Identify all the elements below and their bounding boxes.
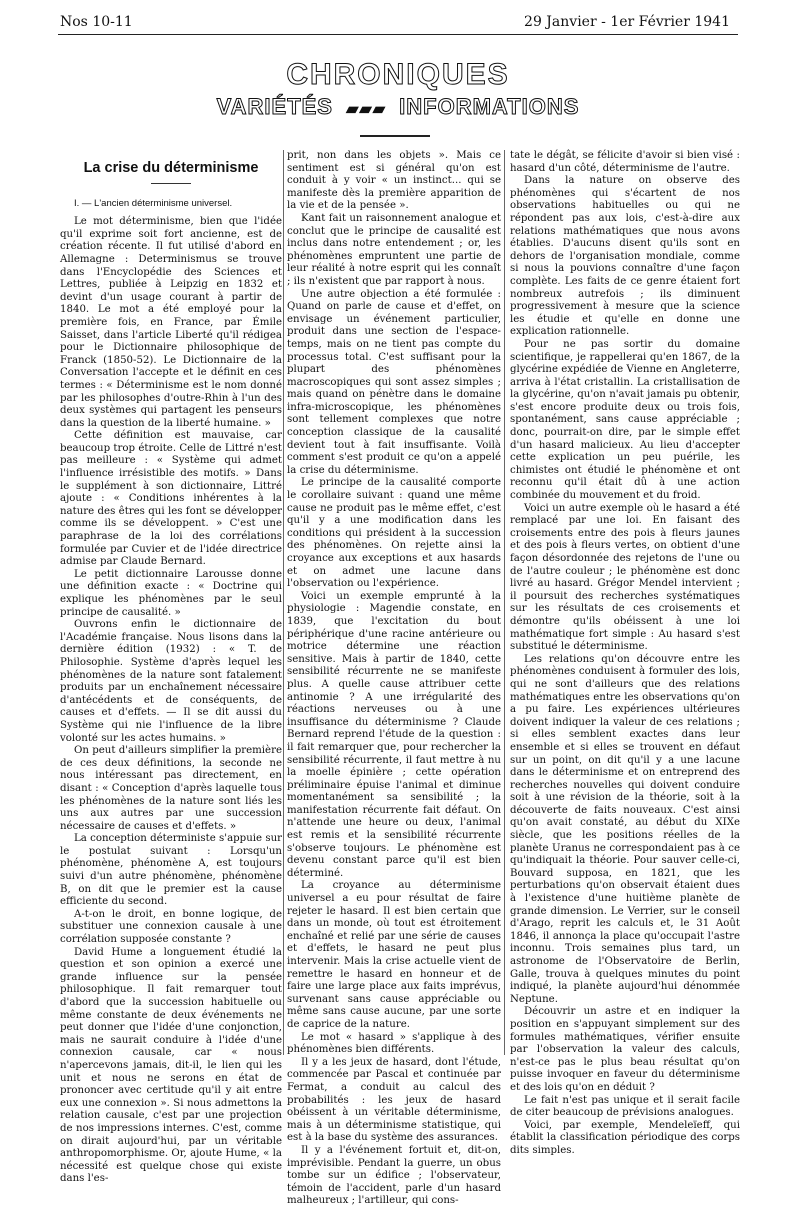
paragraph: La croyance au déterminisme universel a eu pour résultat de faire rejeter le hasard. Il est bien certain que dans un monde, où tout est étroitement enchaîné et relié par une série de causes et d'effets, le hasard ne peut plus intervenir. Mais la crise actuelle vient de remettre le hasard en honneur et de faire une large place aux faits imprévus, survenant sans cause appréciable ou même sans cause aucune, par une sorte de caprice de la nature.	[287, 880, 501, 1030]
title-rule	[151, 183, 191, 184]
paragraph: Cette définition est mauvaise, car beaucoup trop étroite. Celle de Littré n'est pas meilleure : « Système qui admet l'influence irrésistible des motifs. » Dans le supplément à son dictionnaire, Littré ajoute : « Conditions inhérentes à la nature des êtres qui les font se développer comme ils se développent. » C'est une paraphrase de la loi des corrélations formulée par Cuvier et de l'idée directrice admise par Claude Bernard.	[60, 430, 282, 568]
article-body	[0, 150, 800, 1207]
paragraph: Dans la nature on observe des phénomènes qui s'écartent de nos observations habituelles ou qui ne répondent pas aux lois, c'est-à-dire aux relations mathématiques que nous avons établies. D'aucuns disent qu'ils sont en dehors de l'organisation mondiale, comme si nous la pouvions connaître d'une façon complète. Les faits de ce genre étaient fort nombreux autrefois ; ils diminuent progressivement à mesure que la science les étudie et qu'elle en donne une explication rationnelle.	[510, 175, 740, 338]
section-heading: I. — L'ancien déterminisme universel.	[74, 197, 233, 209]
paragraph: Voici un exemple emprunté à la physiologie : Magendie constate, en 1839, que l'excitation du bout périphérique d'une racine antérieure ou motrice détermine une réaction sensitive. Mais à partir de 1840, cette sensibilité récurrente ne se manifeste plus. A quelle cause attribuer cette antinomie ? A une irrégularité des réactions nerveuses ou à une insuffisance du déterminisme ? Claude Bernard reprend l'étude de la question : il fait remarquer que, pour rechercher la sensibilité récurrente, il faut mettre à nu la moelle épinière ; cette opération préliminaire épuise l'animal et diminue momentanément sa sensibilité ; la manifestation récurrente fait défaut. On n'attende une heure ou deux, l'animal est remis et la sensibilité récurrente s'observe toujours. Le phénomène est devenu constant parce qu'il est bien déterminé.	[287, 590, 501, 879]
paragraph: Découvrir un astre et en indiquer la position en s'appuyant simplement sur des formules mathématiques, vérifier ensuite par l'observation la valeur des calculs, n'est-ce pas le plus beau résultat qu'on puisse invoquer en faveur du déterminisme et des lois qu'on en déduit ?	[510, 1006, 740, 1093]
paragraph: Le petit dictionnaire Larousse donne une définition exacte : « Doctrine qui explique les phénomènes par le seul principe de causalité. »	[60, 568, 282, 618]
masthead-right: INFORMATIONS	[399, 94, 580, 119]
masthead-rule	[360, 135, 430, 137]
issue-date: 29 Janvier - 1er Février 1941	[524, 14, 730, 30]
column-2	[287, 150, 501, 1207]
issue-number: Nos 10-11	[60, 14, 133, 30]
masthead	[58, 58, 738, 120]
paragraph: Pour ne pas sortir du domaine scientifique, je rappellerai qu'en 1867, de la glycérine expédiée de Vienne en Angleterre, arriva à l'état cristallin. La cristallisation de la glycérine, qu'on n'avait jamais pu obtenir, s'est encore produite deux ou trois fois, spontanément, sans cause appréciable ; donc, pourrait-on dire, par le simple effet d'un hasard malicieux. Au lieu d'accepter cette explication un peu puérile, les chimistes ont étudié le phénomène et ont reconnu qu'il était dû à une action combinée du mouvement et du froid.	[510, 338, 740, 502]
masthead-title: CHRONIQUES	[286, 58, 510, 91]
paragraph: Le mot « hasard » s'applique à des phénomènes bien différents.	[287, 1031, 501, 1056]
header-rule	[58, 34, 738, 35]
column-1	[60, 150, 282, 1185]
paragraph: A-t-on le droit, en bonne logique, de substituer une connexion causale à une corrélation supposée constante ?	[60, 908, 282, 946]
paragraph: Il y a les jeux de hasard, dont l'étude, commencée par Pascal et continuée par Fermat, a conduit au calcul des probabilités : les jeux de hasard obéissent à un véritable déterminisme, mais à un déterminisme statistique, qui est à la base du système des assurances.	[287, 1056, 501, 1144]
masthead-left: VARIÉTÉS	[216, 94, 333, 119]
column-3	[510, 150, 740, 1156]
paragraph: Les relations qu'on découvre entre les phénomènes conduisent à formuler des lois, qui ne sont d'ailleurs que des relations mathématiques entre les observations qu'on a pu faire. Les expériences ultérieures doivent indiquer la valeur de ces relations ; si elles semblent exactes dans leur ensemble et si elles se trouvent en défaut sur un point, on dit qu'il y a une lacune dans le déterminisme et on entreprend des recherches nouvelles qui doivent conduire soit à une révision de la théorie, soit à la découverte de faits nouveaux. C'est ainsi qu'on avait constaté, au début du XIXe siècle, que les positions réelles de la planète Uranus ne correspondaient pas à ce qu'indiquait la théorie. Pour sauver celle-ci, Bouvard supposa, en 1821, que les perturbations qu'on observait étaient dues à l'existence d'une huitième planète de grande dimension. Le Verrier, sur le conseil d'Arago, reprit les calculs et, le 31 Août 1846, il annonça la place qu'occupait l'astre inconnu. Trois semaines plus tard, un astronome de l'Observatoire de Berlin, Galle, trouva à quelques minutes du point indiqué, la planète aujourd'hui dénommée Neptune.	[510, 653, 740, 1005]
paragraph: Le fait n'est pas unique et il serait facile de citer beaucoup de prévisions analogues.	[510, 1094, 740, 1119]
paragraph: Une autre objection a été formulée : Quand on parle de cause et d'effet, on envisage un événement particulier, produit dans une section de l'espace-temps, mais on ne tient pas compte du processus total. C'est suffisant pour la plupart des phénomènes macroscopiques qui sont assez simples ; mais quand on pénètre dans le domaine infra-microscopique, les phénomènes sont tellement complexes que notre conception classique de la causalité devient tout à fait insuffisante. Voilà comment s'est produit ce qu'on a appelé la crise du déterminisme.	[287, 288, 501, 476]
paragraph: Voici un autre exemple où le hasard a été remplacé par une loi. En faisant des croisements entre des pois à fleurs jaunes et des pois à fleurs vertes, on obtient d'une façon désordonnée des rejetons de l'une ou de l'autre couleur ; le phénomène est donc livré au hasard. Grégor Mendel intervient ; il poursuit des recherches systématiques sur les résultats de ces croisements et démontre qu'ils obéissent à une loi mathématique fort simple : Au hasard s'est substitué le déterminisme.	[510, 502, 740, 653]
paragraph: Kant fait un raisonnement analogue et conclut que le principe de causalité est inclus dans notre entendement ; or, les phénomènes empruntent une partie de leur réalité à notre esprit qui les connaît ; ils n'existent que par rapport à nous.	[287, 212, 501, 287]
article-title: La crise du déterminisme	[83, 160, 259, 176]
paragraph: Voici, par exemple, Mendeleïeff, qui établit la classification périodique des corps dits simples.	[510, 1119, 740, 1156]
paragraph: Le principe de la causalité comporte le corollaire suivant : quand une même cause ne produit pas le même effet, c'est qu'il y a une modification dans les conditions qui président à la succession des phénomènes. On rejette ainsi la croyance aux exceptions et aux hasards et on admet une lacune dans l'observation ou l'expérience.	[287, 477, 501, 590]
masthead-subtitle	[58, 94, 738, 120]
paragraph: prit, non dans les objets ». Mais ce sentiment est si général qu'on est conduit à y voir « un instinct... qui se manifeste dès la première apparition de la vie et de la pensée ».	[287, 150, 501, 212]
paragraph: Ouvrons enfin le dictionnaire de l'Académie française. Nous lisons dans la dernière édition (1932) : « T. de Philosophie. Système d'après lequel les phénomènes de la nature sont fatalement produits par un enchaînement nécessaire d'antécédents et de conséquents, de causes et d'effets. — Il se dit aussi du Système qui nie l'influence de la libre volonté sur les actes humains. »	[60, 619, 282, 744]
paragraph: Il y a l'événement fortuit et, dit-on, imprévisible. Pendant la guerre, un obus tombe sur un édifice ; l'observateur, témoin de l'accident, parle d'un hasard malheureux ; l'artilleur, qui cons-	[287, 1144, 501, 1207]
paragraph: tate le dégât, se félicite d'avoir si bien visé : hasard d'un côté, déterminisme de l'autre.	[510, 150, 740, 174]
paragraph: David Hume a longuement étudié la question et son opinion a exercé une grande influence sur la pensée philosophique. Il fait remarquer tout d'abord que la succession habituelle ou même constante de deux événements ne peut donner que l'idée d'une conjonction, mais ne saurait conduire à l'idée d'une connexion causale, car « nous n'apercevons jamais, dit-il, le lien qui les unit et nous ne serons en état de prononcer avec certitude qu'il y ait entre eux une connexion ». Si nous admettons la relation causale, c'est par une projection de nos impressions internes. C'est, comme on dirait aujourd'hui, par un véritable anthropomorphisme. Or, ajoute Hume, « la nécessité est quelque chose qui existe dans l'es-	[60, 946, 282, 1185]
paragraph: La conception déterministe s'appuie sur le postulat suivant : Lorsqu'un phénomène, phénomène A, est toujours suivi d'un autre phénomène, phénomène B, on dit que le premier est la cause efficiente du second.	[60, 833, 282, 908]
ornament-icon: ▰▰▰	[346, 101, 387, 118]
paragraph: Le mot déterminisme, bien que l'idée qu'il exprime soit fort ancienne, est de création récente. Il fut utilisé d'abord en Allemagne : Determinismus se trouve dans l'Encyclopédie des Sciences et Lettres, publiée à Leipzig en 1832 et devint d'un usage courant à partir de 1840. Le mot a été employé pour la première fois, en France, par Émile Saisset, dans l'article Liberté qu'il rédigea pour le Dictionnaire philosophique de Franck (1850-52). Le Dictionnaire de la Conversation l'accepte et le définit en ces termes : « Déterminisme est le nom donné par les philosophes d'outre-Rhin à l'un des deux systèmes qui partagent les penseurs dans la question de la liberté humaine. »	[60, 216, 282, 429]
paragraph: On peut d'ailleurs simplifier la première de ces deux définitions, la seconde ne nous intéressant pas directement, en disant : « Conception d'après laquelle tous les phénomènes de la nature sont liés les uns aux autres par une succession nécessaire de causes et d'effets. »	[60, 745, 282, 832]
